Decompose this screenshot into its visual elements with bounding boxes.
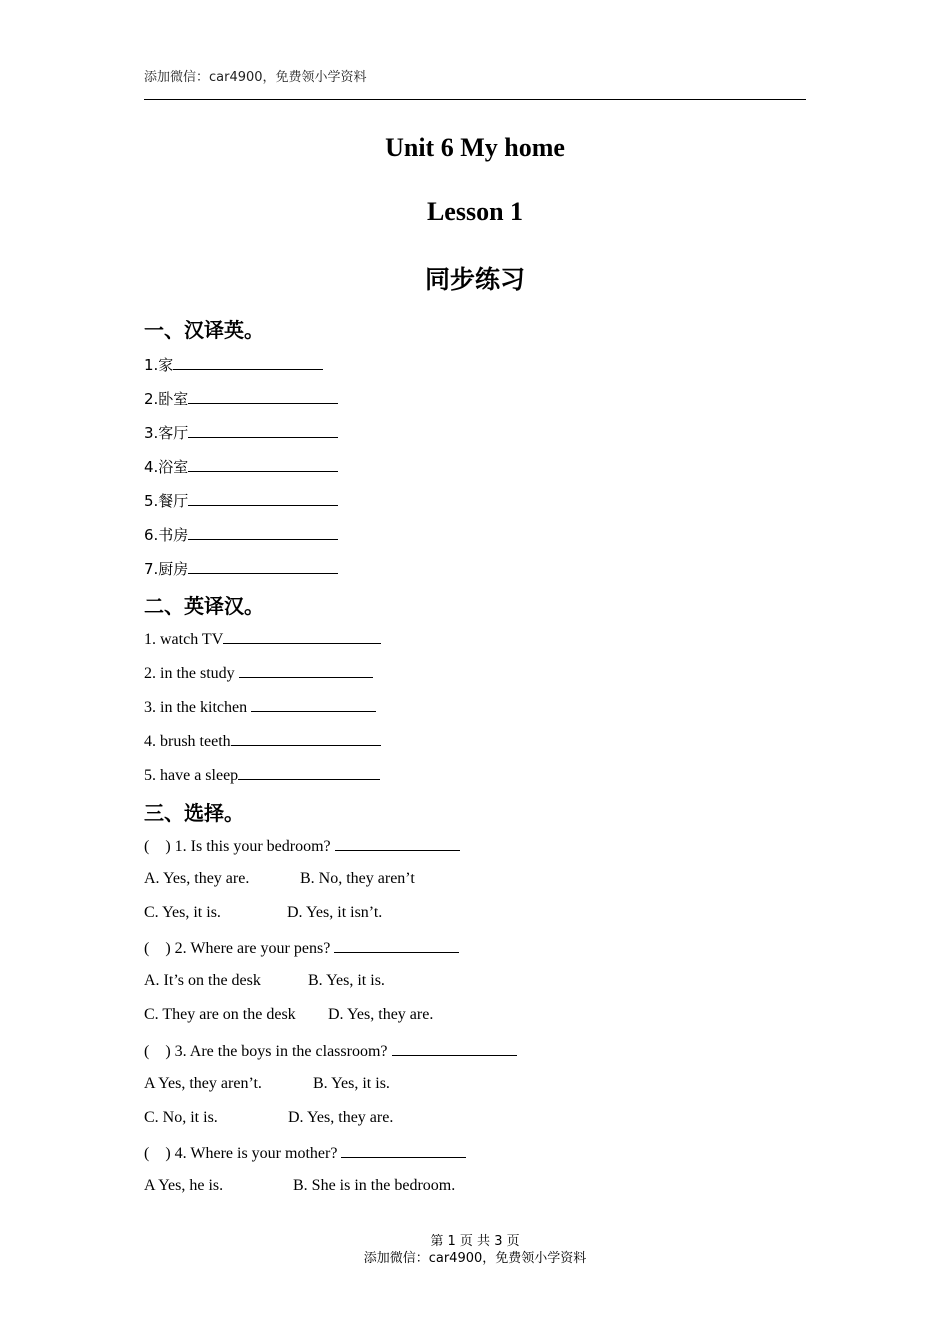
list-item: 4. brush teeth: [144, 731, 381, 751]
question-3: ( ) 3. Are the boys in the classroom?: [144, 1041, 517, 1061]
question-4-options-ab: A Yes, he is. B. She is in the bedroom.: [144, 1177, 456, 1194]
question-1-options-ab: A. Yes, they are. B. No, they aren’t: [144, 870, 415, 887]
list-item: 3. in the kitchen: [144, 697, 376, 717]
answer-blank[interactable]: [188, 389, 338, 404]
header-rule: [144, 99, 806, 100]
page-number: 第 1 页 共 3 页: [430, 1234, 520, 1249]
section1-heading: 一、汉译英。: [144, 318, 264, 342]
answer-blank[interactable]: [238, 765, 380, 780]
page-header: 添加微信：car4900，免费领小学资料: [144, 70, 367, 85]
list-item: 2.卧室: [144, 388, 338, 409]
section3-heading: 三、选择。: [144, 801, 244, 825]
answer-blank[interactable]: [188, 457, 338, 472]
question-2: ( ) 2. Where are your pens?: [144, 938, 459, 958]
answer-blank[interactable]: [188, 559, 338, 574]
answer-blank[interactable]: [251, 697, 376, 712]
answer-blank[interactable]: [335, 836, 460, 851]
list-item: 6.书房: [144, 524, 338, 545]
list-item: 3.客厅: [144, 422, 338, 443]
answer-blank[interactable]: [341, 1143, 466, 1158]
question-1: ( ) 1. Is this your bedroom?: [144, 836, 460, 856]
question-2-options-ab: A. It’s on the desk B. Yes, it is.: [144, 972, 385, 989]
question-4: ( ) 4. Where is your mother?: [144, 1143, 466, 1163]
page-footer: 添加微信：car4900，免费领小学资料: [363, 1251, 587, 1266]
answer-blank[interactable]: [239, 663, 373, 678]
answer-blank[interactable]: [223, 629, 381, 644]
answer-blank[interactable]: [173, 355, 323, 370]
list-item: 7.厨房: [144, 558, 338, 579]
question-3-options-cd: C. No, it is. D. Yes, they are.: [144, 1109, 394, 1126]
answer-blank[interactable]: [188, 491, 338, 506]
answer-blank[interactable]: [231, 731, 381, 746]
question-1-options-cd: C. Yes, it is. D. Yes, it isn’t.: [144, 904, 383, 921]
list-item: 5. have a sleep: [144, 765, 380, 785]
answer-blank[interactable]: [188, 423, 338, 438]
question-2-options-cd: C. They are on the desk D. Yes, they are.: [144, 1006, 434, 1023]
answer-blank[interactable]: [334, 938, 459, 953]
section2-heading: 二、英译汉。: [144, 594, 264, 618]
practice-title: 同步练习: [424, 265, 525, 294]
lesson-title: Lesson 1: [426, 197, 524, 226]
list-item: 4.浴室: [144, 456, 338, 477]
answer-blank[interactable]: [188, 525, 338, 540]
list-item: 5.餐厅: [144, 490, 338, 511]
unit-title: Unit 6 My home: [385, 133, 565, 162]
answer-blank[interactable]: [392, 1041, 517, 1056]
list-item: 2. in the study: [144, 663, 373, 683]
question-3-options-ab: A Yes, they aren’t. B. Yes, it is.: [144, 1075, 390, 1092]
list-item: 1.家: [144, 354, 323, 375]
list-item: 1. watch TV: [144, 629, 381, 649]
